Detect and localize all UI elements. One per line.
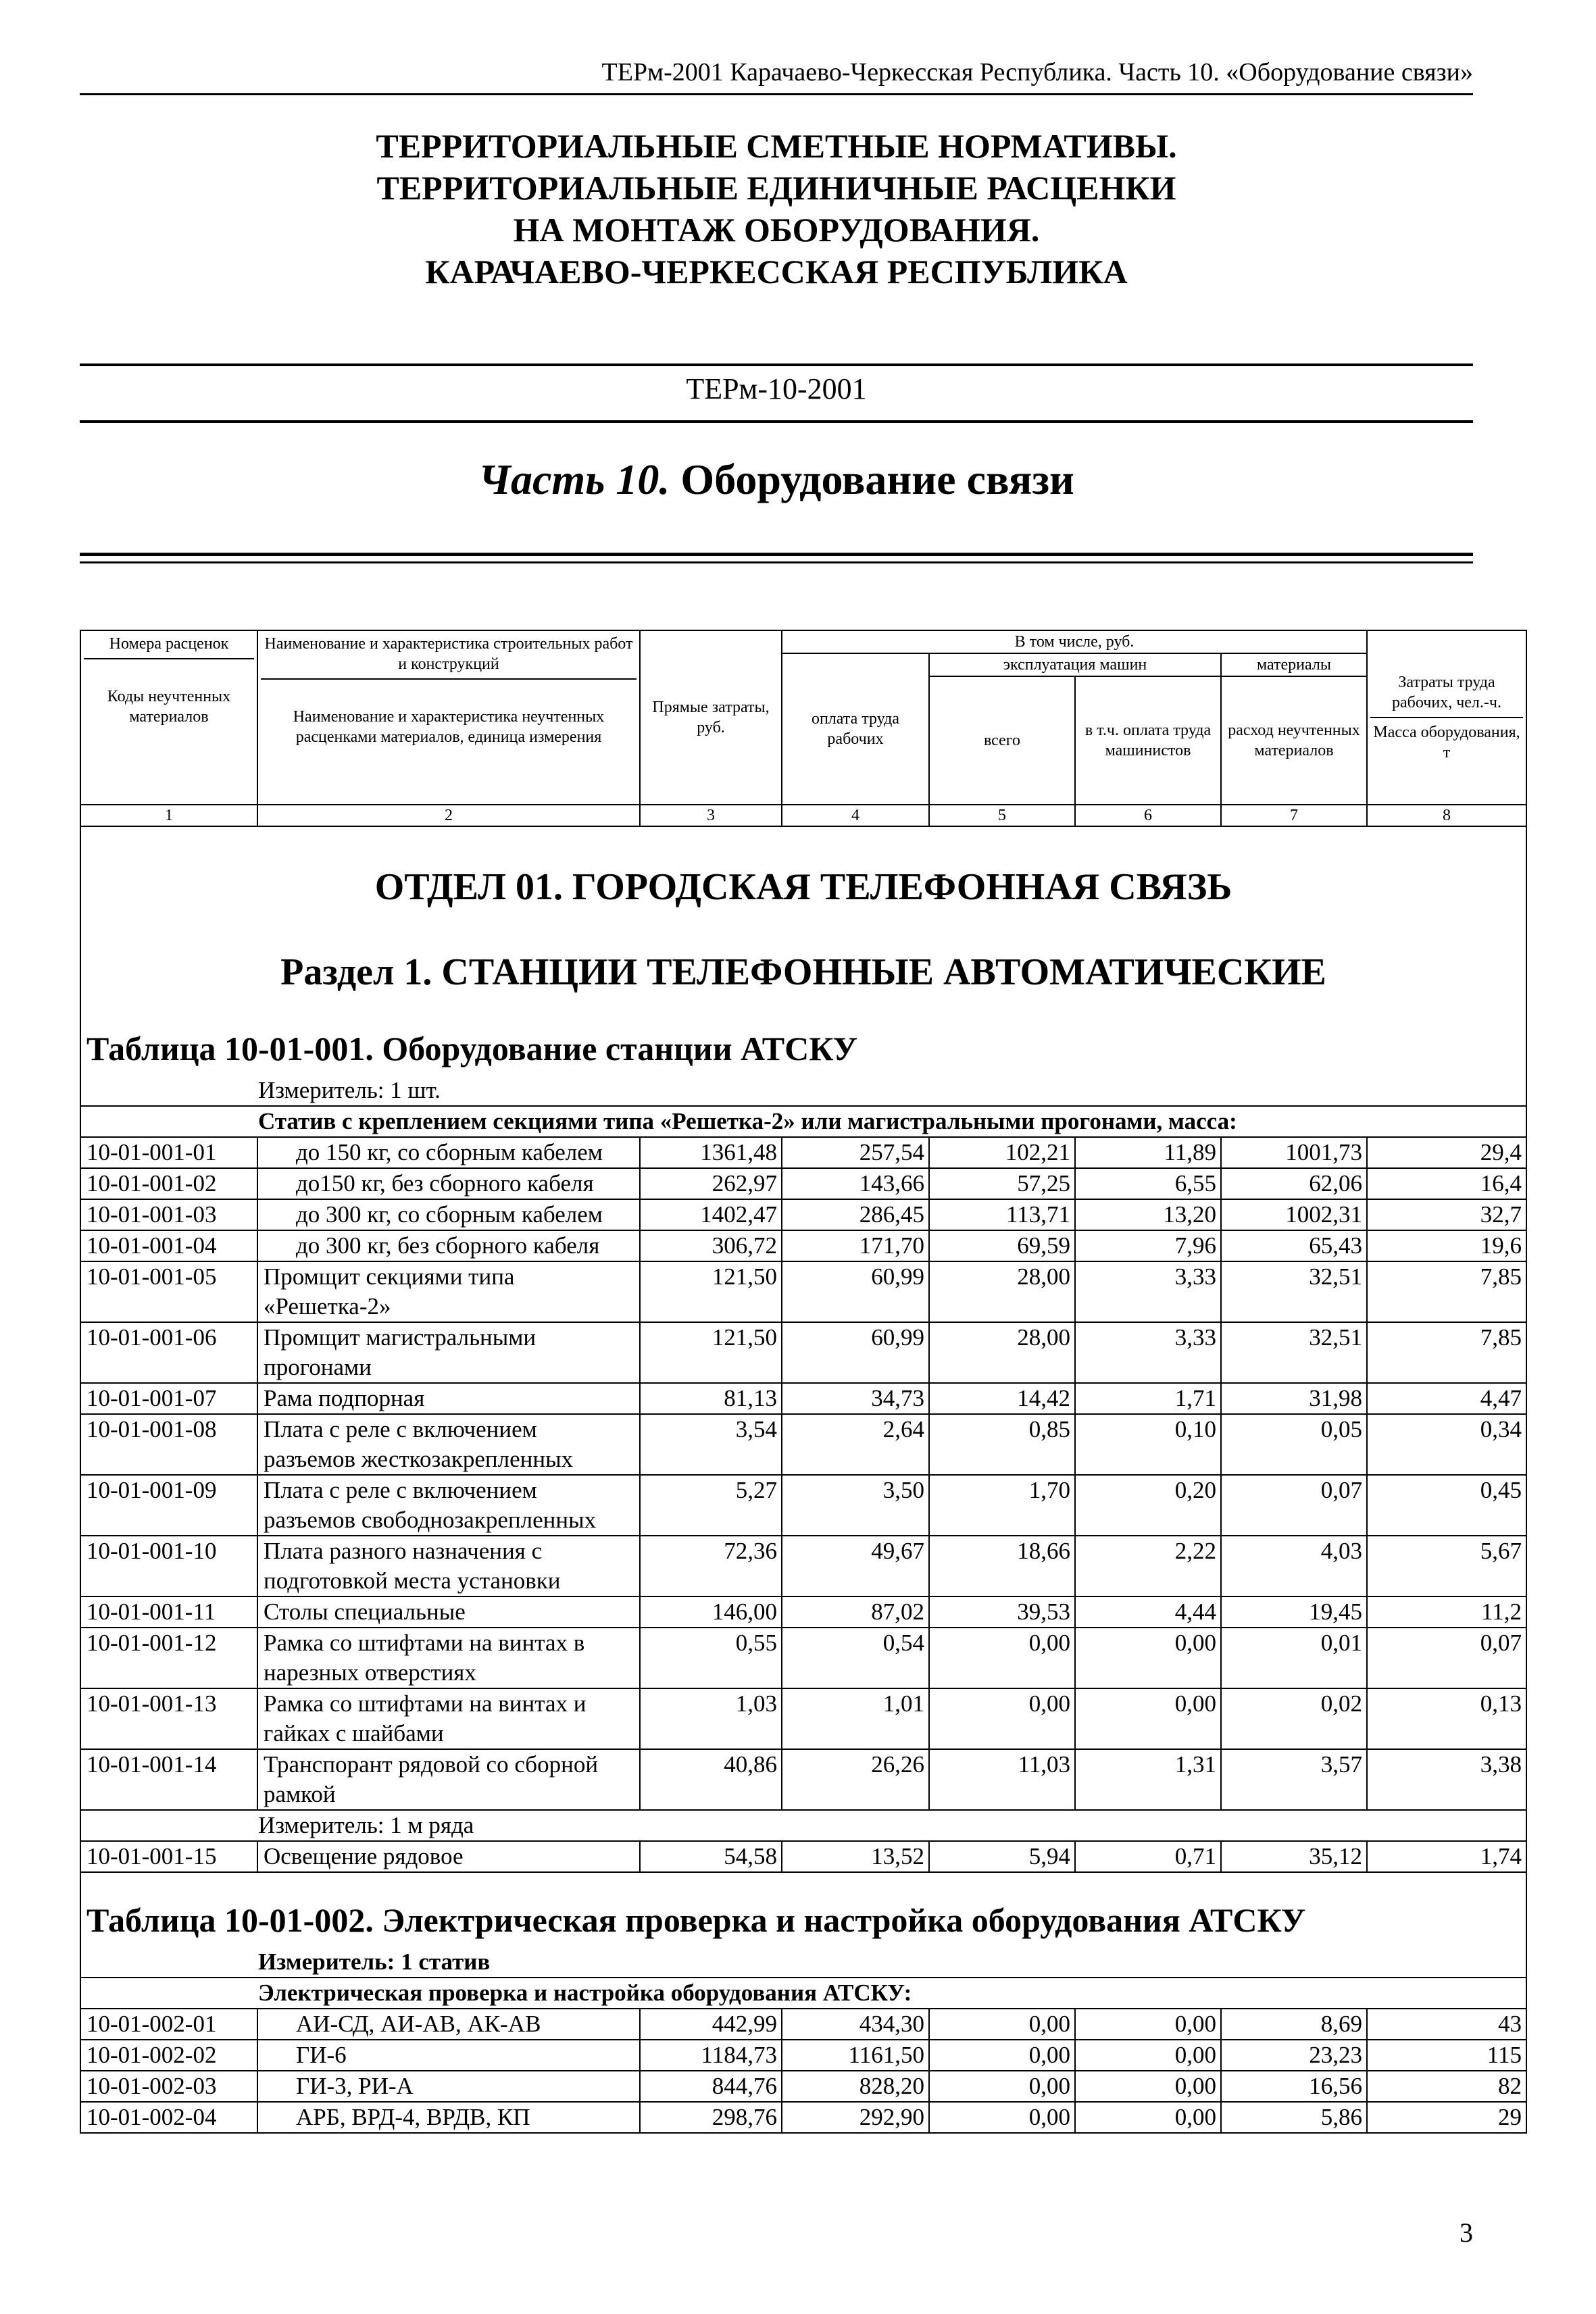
labor-pay: 87,02 (782, 1596, 929, 1628)
header-col8-top: Затраты труда рабочих, чел.-ч. (1392, 674, 1501, 711)
column-number: 6 (1075, 805, 1221, 826)
department-title: ОТДЕЛ 01. ГОРОДСКАЯ ТЕЛЕФОННАЯ СВЯЗЬ (374, 866, 1232, 908)
page-number: 3 (1460, 2217, 1473, 2248)
materials-cost: 0,02 (1221, 1688, 1367, 1749)
header-row-1 (80, 630, 1526, 653)
title-line: ТЕРРИТОРИАЛЬНЫЕ ЕДИНИЧНЫЕ РАСЦЕНКИ (376, 169, 1176, 207)
machinist-pay: 6,55 (1075, 1168, 1221, 1199)
machinist-pay: 0,00 (1075, 2102, 1221, 2133)
table-row (80, 1261, 1526, 1322)
running-header: ТЕРм-2001 Карачаево-Черкесская Республика. Часть 10. «Оборудование связи» (80, 55, 1473, 95)
labor-hours: 16,4 (1367, 1168, 1526, 1199)
machine-cost: 1,70 (929, 1475, 1075, 1536)
direct-cost: 81,13 (640, 1383, 782, 1414)
column-number: 1 (80, 805, 257, 826)
title-line: НА МОНТАЖ ОБОРУДОВАНИЯ. (513, 211, 1040, 249)
table-row (80, 1688, 1526, 1749)
machine-cost: 11,03 (929, 1749, 1075, 1810)
materials-cost: 4,03 (1221, 1536, 1367, 1596)
rate-name: Плата разного назначения с подготовкой места установки (257, 1536, 640, 1596)
header-col7: расход неучтенных материалов (1221, 676, 1367, 805)
table-row (80, 2009, 1526, 2040)
machine-cost: 39,53 (929, 1596, 1075, 1628)
machinist-pay: 13,20 (1075, 1199, 1221, 1230)
materials-cost: 0,01 (1221, 1628, 1367, 1688)
machine-cost: 113,71 (929, 1199, 1075, 1230)
labor-hours: 82 (1367, 2071, 1526, 2102)
department-row (80, 826, 1526, 935)
header-col4: оплата труда рабочих (782, 653, 929, 805)
labor-hours: 0,07 (1367, 1628, 1526, 1688)
rule-top (80, 363, 1473, 366)
direct-cost: 1402,47 (640, 1199, 782, 1230)
table2-caption-cell (80, 1872, 1526, 1947)
rate-code: 10-01-001-06 (80, 1322, 257, 1383)
rate-name: до 300 кг, без сборного кабеля (257, 1230, 640, 1261)
materials-cost: 0,07 (1221, 1475, 1367, 1536)
machinist-pay: 4,44 (1075, 1596, 1221, 1628)
labor-hours: 32,7 (1367, 1199, 1526, 1230)
rate-code: 10-01-001-05 (80, 1261, 257, 1322)
machine-cost: 28,00 (929, 1261, 1075, 1322)
header-col1 (80, 630, 257, 805)
labor-hours: 7,85 (1367, 1261, 1526, 1322)
rate-name: АРБ, ВРД-4, ВРДВ, КП (257, 2102, 640, 2133)
labor-pay: 434,30 (782, 2009, 929, 2040)
table-row (80, 1137, 1526, 1168)
table1-measure-row (80, 1076, 1526, 1106)
table2-subheading-row (80, 1978, 1526, 2009)
table2-subheading: Электрическая проверка и настройка оборудования АТСКУ: (80, 1978, 1526, 2009)
labor-pay: 0,54 (782, 1628, 929, 1688)
machine-cost: 14,42 (929, 1383, 1075, 1414)
machinist-pay: 0,71 (1075, 1841, 1221, 1872)
machinist-pay: 0,00 (1075, 1688, 1221, 1749)
labor-hours: 3,38 (1367, 1749, 1526, 1810)
document-title (80, 125, 1473, 293)
section-title: Раздел 1. СТАНЦИИ ТЕЛЕФОННЫЕ АВТОМАТИЧЕСКИЕ (280, 951, 1326, 993)
rate-code: 10-01-002-03 (80, 2071, 257, 2102)
materials-cost: 65,43 (1221, 1230, 1367, 1261)
table-row (80, 1475, 1526, 1536)
rates-table (80, 630, 1527, 2134)
rate-name: Промщит секциями типа «Решетка-2» (257, 1261, 640, 1322)
rate-code: 10-01-001-10 (80, 1536, 257, 1596)
labor-pay: 1161,50 (782, 2040, 929, 2071)
rate-code: 10-01-001-04 (80, 1230, 257, 1261)
machine-cost: 0,00 (929, 2009, 1075, 2040)
table-row (80, 1199, 1526, 1230)
table-row (80, 1596, 1526, 1628)
rate-name: Рамка со штифтами на винтах в нарезных отверстиях (257, 1628, 640, 1688)
rate-code: 10-01-001-02 (80, 1168, 257, 1199)
rate-name: до 150 кг, со сборным кабелем (257, 1137, 640, 1168)
labor-hours: 29,4 (1367, 1137, 1526, 1168)
machinist-pay: 0,00 (1075, 2071, 1221, 2102)
labor-pay: 257,54 (782, 1137, 929, 1168)
direct-cost: 5,27 (640, 1475, 782, 1536)
header-col1-top: Номера расценок (109, 635, 229, 653)
direct-cost: 1,03 (640, 1688, 782, 1749)
materials-cost: 62,06 (1221, 1168, 1367, 1199)
table-row (80, 2071, 1526, 2102)
direct-cost: 844,76 (640, 2071, 782, 2102)
labor-pay: 292,90 (782, 2102, 929, 2133)
direct-cost: 306,72 (640, 1230, 782, 1261)
section-cell (80, 935, 1526, 1027)
rate-name: Плата с реле с включением разъемов свободнозакрепленных (257, 1475, 640, 1536)
machine-cost: 5,94 (929, 1841, 1075, 1872)
machine-cost: 0,00 (929, 2040, 1075, 2071)
labor-pay: 171,70 (782, 1230, 929, 1261)
part-name: Оборудование связи (680, 455, 1074, 503)
rate-name: Рамка со штифтами на винтах и гайках с шайбами (257, 1688, 640, 1749)
table1-caption-row (80, 1027, 1526, 1076)
labor-pay: 143,66 (782, 1168, 929, 1199)
machine-cost: 102,21 (929, 1137, 1075, 1168)
table-row (80, 1628, 1526, 1688)
labor-pay: 3,50 (782, 1475, 929, 1536)
table-row (80, 1536, 1526, 1596)
table1-caption-cell (80, 1027, 1526, 1076)
materials-cost: 31,98 (1221, 1383, 1367, 1414)
direct-cost: 262,97 (640, 1168, 782, 1199)
labor-pay: 26,26 (782, 1749, 929, 1810)
header-col8 (1367, 630, 1526, 805)
rate-name: Рама подпорная (257, 1383, 640, 1414)
labor-pay: 828,20 (782, 2071, 929, 2102)
labor-pay: 60,99 (782, 1261, 929, 1322)
labor-hours: 29 (1367, 2102, 1526, 2133)
header-group: В том числе, руб. (782, 630, 1367, 653)
machine-cost: 69,59 (929, 1230, 1075, 1261)
rule-double-1 (80, 553, 1473, 556)
column-number: 4 (782, 805, 929, 826)
machinist-pay: 11,89 (1075, 1137, 1221, 1168)
materials-cost: 8,69 (1221, 2009, 1367, 2040)
rate-code: 10-01-001-12 (80, 1628, 257, 1688)
rate-name: Освещение рядовое (257, 1841, 640, 1872)
labor-hours: 43 (1367, 2009, 1526, 2040)
header-col8-bottom: Масса оборудования, т (1373, 724, 1520, 761)
department-cell (80, 826, 1526, 935)
rate-code: 10-01-001-03 (80, 1199, 257, 1230)
table-row (80, 1749, 1526, 1810)
labor-pay: 1,01 (782, 1688, 929, 1749)
table-row (80, 1841, 1526, 1872)
machinist-pay: 3,33 (1075, 1322, 1221, 1383)
table1-subheading: Статив с креплением секциями типа «Решетка-2» или магистральными прогонами, масса: (80, 1106, 1526, 1137)
rate-name: Транспорант рядовой со сборной рамкой (257, 1749, 640, 1810)
labor-pay: 13,52 (782, 1841, 929, 1872)
machinist-pay: 1,71 (1075, 1383, 1221, 1414)
rate-name: Столы специальные (257, 1596, 640, 1628)
table1-measure2-row (80, 1810, 1526, 1841)
part-prefix: Часть 10. (478, 455, 670, 503)
machine-cost: 0,85 (929, 1414, 1075, 1475)
direct-cost: 40,86 (640, 1749, 782, 1810)
direct-cost: 72,36 (640, 1536, 782, 1596)
machinist-pay: 3,33 (1075, 1261, 1221, 1322)
machinist-pay: 2,22 (1075, 1536, 1221, 1596)
rate-name: Плата с реле с включением разъемов жесткозакрепленных (257, 1414, 640, 1475)
table-row (80, 1383, 1526, 1414)
labor-hours: 4,47 (1367, 1383, 1526, 1414)
direct-cost: 121,50 (640, 1261, 782, 1322)
rate-code: 10-01-002-02 (80, 2040, 257, 2071)
materials-cost: 3,57 (1221, 1749, 1367, 1810)
machinist-pay: 0,00 (1075, 2040, 1221, 2071)
title-line: ТЕРРИТОРИАЛЬНЫЕ СМЕТНЫЕ НОРМАТИВЫ. (376, 127, 1177, 165)
materials-cost: 16,56 (1221, 2071, 1367, 2102)
header-col6: в т.ч. оплата труда машинистов (1075, 676, 1221, 805)
direct-cost: 146,00 (640, 1596, 782, 1628)
direct-cost: 0,55 (640, 1628, 782, 1688)
rate-code: 10-01-001-15 (80, 1841, 257, 1872)
table1-measure: Измеритель: 1 шт. (80, 1076, 1526, 1106)
materials-cost: 5,86 (1221, 2102, 1367, 2133)
machinist-pay: 1,31 (1075, 1749, 1221, 1810)
machine-cost: 28,00 (929, 1322, 1075, 1383)
machine-cost: 18,66 (929, 1536, 1075, 1596)
table1-subheading-row (80, 1106, 1526, 1137)
direct-cost: 54,58 (640, 1841, 782, 1872)
rule-double-2 (80, 561, 1473, 563)
column-numbers-row (80, 805, 1526, 826)
header-col2-top: Наименование и характеристика строительных работ и конструкций (264, 635, 633, 673)
section-row (80, 935, 1526, 1027)
labor-hours: 5,67 (1367, 1536, 1526, 1596)
table2-caption: Таблица 10-01-002. Электрическая проверка и настройка оборудования АТСКУ (86, 1901, 1306, 1939)
labor-pay: 286,45 (782, 1199, 929, 1230)
labor-pay: 34,73 (782, 1383, 929, 1414)
materials-cost: 0,05 (1221, 1414, 1367, 1475)
header-materials: материалы (1221, 653, 1367, 676)
rate-name: Промщит магистральными прогонами (257, 1322, 640, 1383)
labor-hours: 0,45 (1367, 1475, 1526, 1536)
machine-cost: 0,00 (929, 2071, 1075, 2102)
header-col3: Прямые затраты, руб. (640, 630, 782, 805)
rate-code: 10-01-001-14 (80, 1749, 257, 1810)
rate-code: 10-01-001-07 (80, 1383, 257, 1414)
direct-cost: 1184,73 (640, 2040, 782, 2071)
materials-cost: 35,12 (1221, 1841, 1367, 1872)
header-machines: эксплуатация машин (929, 653, 1221, 676)
direct-cost: 442,99 (640, 2009, 782, 2040)
direct-cost: 121,50 (640, 1322, 782, 1383)
table-row (80, 1230, 1526, 1261)
rate-name: до 300 кг, со сборным кабелем (257, 1199, 640, 1230)
table2-measure-row (80, 1947, 1526, 1978)
rate-code: 10-01-002-04 (80, 2102, 257, 2133)
labor-hours: 11,2 (1367, 1596, 1526, 1628)
machine-cost: 0,00 (929, 1628, 1075, 1688)
header-col2-bottom: Наименование и характеристика неучтенных расценками материалов, единица измерения (293, 708, 605, 746)
direct-cost: 298,76 (640, 2102, 782, 2133)
labor-hours: 115 (1367, 2040, 1526, 2071)
direct-cost: 3,54 (640, 1414, 782, 1475)
table-row (80, 1168, 1526, 1199)
table-row (80, 1322, 1526, 1383)
table1-measure2: Измеритель: 1 м ряда (80, 1810, 1526, 1841)
column-number: 3 (640, 805, 782, 826)
labor-hours: 7,85 (1367, 1322, 1526, 1383)
table-row (80, 2040, 1526, 2071)
machinist-pay: 0,00 (1075, 1628, 1221, 1688)
rate-code: 10-01-001-09 (80, 1475, 257, 1536)
machine-cost: 0,00 (929, 2102, 1075, 2133)
materials-cost: 19,45 (1221, 1596, 1367, 1628)
rate-code: 10-01-001-13 (80, 1688, 257, 1749)
rate-name: АИ-СД, АИ-АВ, АК-АВ (257, 2009, 640, 2040)
rate-name: до150 кг, без сборного кабеля (257, 1168, 640, 1199)
column-number: 8 (1367, 805, 1526, 826)
rule-middle (80, 420, 1473, 423)
rate-name: ГИ-3, РИ-А (257, 2071, 640, 2102)
materials-cost: 1002,31 (1221, 1199, 1367, 1230)
header-col2 (257, 630, 640, 805)
labor-hours: 0,34 (1367, 1414, 1526, 1475)
table-row (80, 2102, 1526, 2133)
column-number: 2 (257, 805, 640, 826)
materials-cost: 32,51 (1221, 1322, 1367, 1383)
part-title (80, 453, 1473, 507)
header-col5: всего (929, 676, 1075, 805)
direct-cost: 1361,48 (640, 1137, 782, 1168)
rate-code: 10-01-001-11 (80, 1596, 257, 1628)
column-number: 7 (1221, 805, 1367, 826)
column-number: 5 (929, 805, 1075, 826)
machine-cost: 0,00 (929, 1688, 1075, 1749)
machinist-pay: 0,10 (1075, 1414, 1221, 1475)
machine-cost: 57,25 (929, 1168, 1075, 1199)
table2-measure: Измеритель: 1 статив (80, 1947, 1526, 1978)
machinist-pay: 0,00 (1075, 2009, 1221, 2040)
title-line: КАРАЧАЕВО-ЧЕРКЕССКАЯ РЕСПУБЛИКА (425, 253, 1128, 291)
rate-code: 10-01-002-01 (80, 2009, 257, 2040)
machinist-pay: 0,20 (1075, 1475, 1221, 1536)
labor-hours: 19,6 (1367, 1230, 1526, 1261)
materials-cost: 32,51 (1221, 1261, 1367, 1322)
header-col1-bottom: Коды неучтенных материалов (107, 688, 231, 726)
rate-code: 10-01-001-08 (80, 1414, 257, 1475)
materials-cost: 23,23 (1221, 2040, 1367, 2071)
rate-code: 10-01-001-01 (80, 1137, 257, 1168)
materials-cost: 1001,73 (1221, 1137, 1367, 1168)
labor-hours: 0,13 (1367, 1688, 1526, 1749)
machinist-pay: 7,96 (1075, 1230, 1221, 1261)
table2-caption-row (80, 1872, 1526, 1947)
labor-hours: 1,74 (1367, 1841, 1526, 1872)
table-row (80, 1414, 1526, 1475)
labor-pay: 2,64 (782, 1414, 929, 1475)
document-code: ТЕРм-10-2001 (686, 372, 867, 405)
labor-pay: 60,99 (782, 1322, 929, 1383)
table1-caption: Таблица 10-01-001. Оборудование станции АТСКУ (86, 1030, 858, 1067)
labor-pay: 49,67 (782, 1536, 929, 1596)
rate-name: ГИ-6 (257, 2040, 640, 2071)
